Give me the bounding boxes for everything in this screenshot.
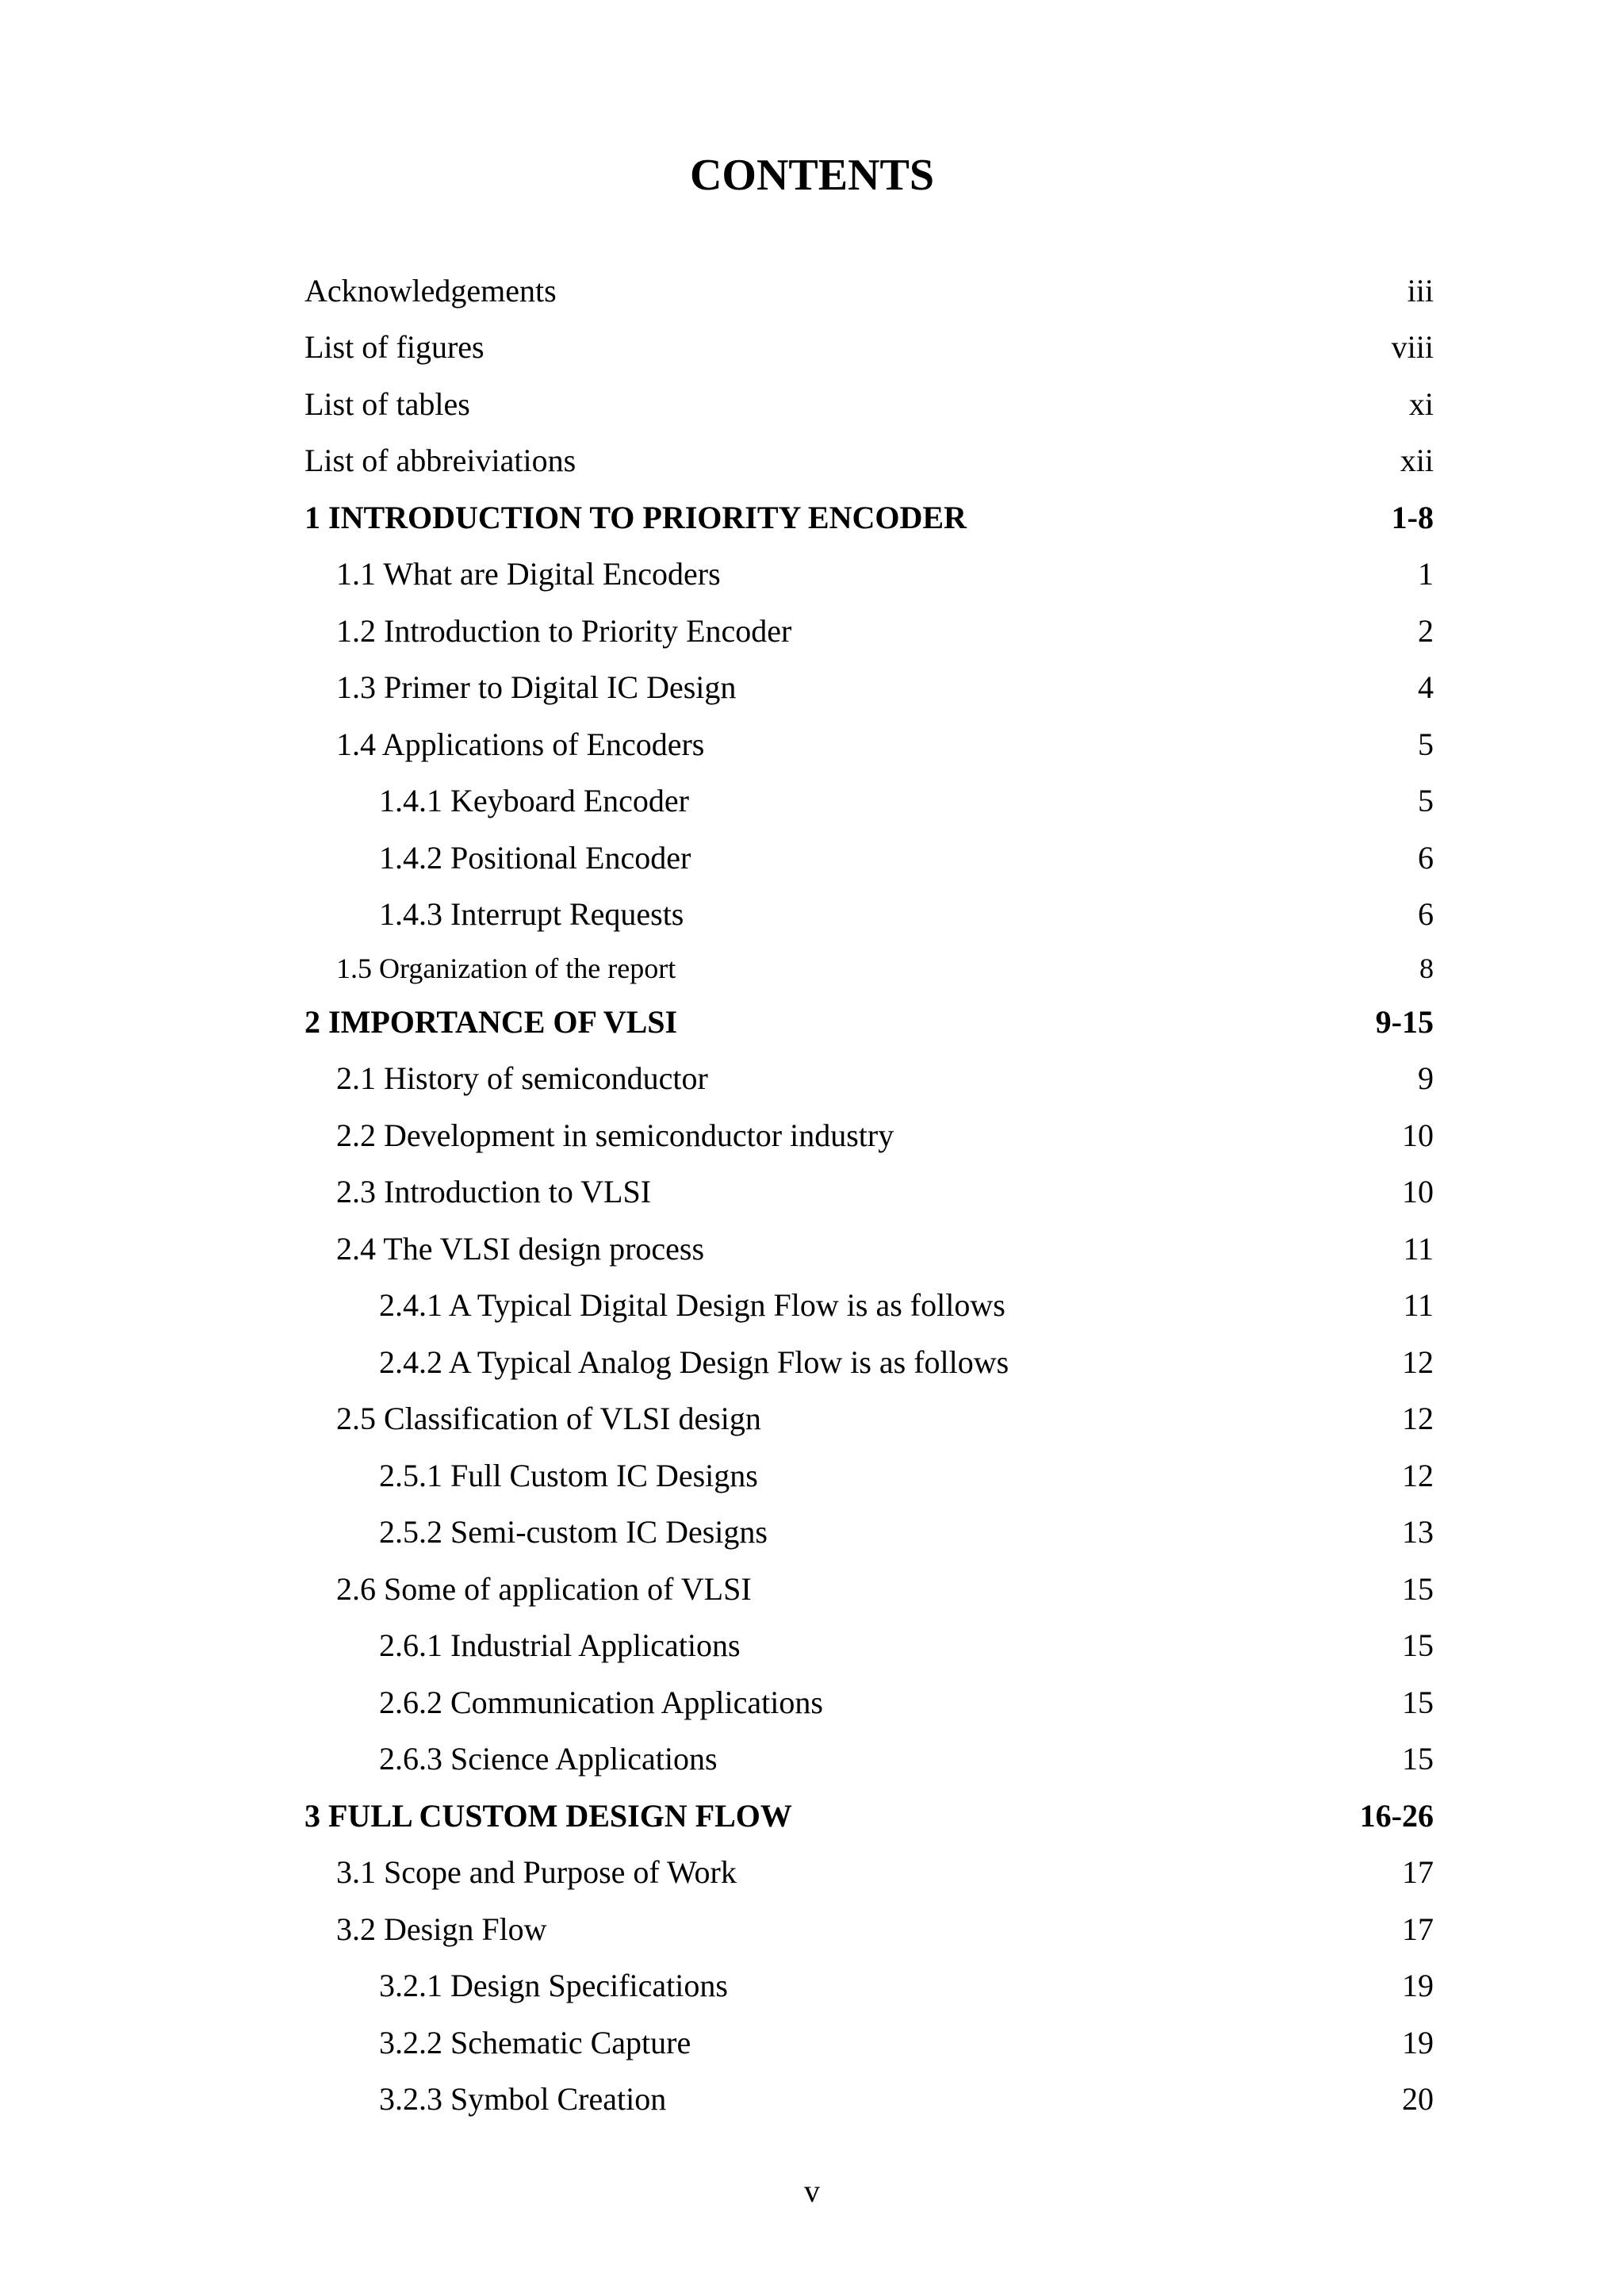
toc-entry — [304, 660, 1434, 717]
toc-entry — [304, 546, 1434, 604]
toc-entry-page: 19 — [1402, 1968, 1434, 2004]
toc-entry-label: List of figures — [304, 329, 485, 366]
toc-entry-page: 17 — [1402, 1854, 1434, 1891]
toc-entry-page: 19 — [1402, 2024, 1434, 2060]
toc-entry-page: 10 — [1402, 1174, 1434, 1210]
toc-entry-page: iii — [1407, 272, 1434, 309]
toc-entry-label: 2.4.1 A Typical Digital Design Flow is as follows — [379, 1287, 1005, 1324]
toc-entry — [304, 943, 1434, 994]
toc-entry — [304, 830, 1434, 887]
toc-entry-label: 2.6.2 Communication Applications — [379, 1684, 823, 1720]
toc-entry-page: 15 — [1402, 1684, 1434, 1720]
toc-entry-label: 3.2.1 Design Specifications — [379, 1968, 728, 2004]
toc-entry — [304, 1391, 1434, 1448]
toc-entry — [304, 716, 1434, 773]
toc-entry — [304, 773, 1434, 830]
toc-entry-label: 2.4 The VLSI design process — [336, 1230, 705, 1267]
toc-entry — [304, 1164, 1434, 1221]
toc-entry-page: 6 — [1418, 896, 1434, 933]
toc-entry-page: xi — [1408, 385, 1434, 422]
toc-entry-page: 8 — [1419, 953, 1434, 984]
toc-entry-label: 3.2.2 Schematic Capture — [379, 2024, 691, 2060]
toc-entry-label: 2.5 Classification of VLSI design — [336, 1401, 761, 1437]
toc-entry — [304, 1221, 1434, 1278]
toc-entry-label: 1 INTRODUCTION TO PRIORITY ENCODER — [304, 499, 967, 535]
toc-entry-page: 15 — [1402, 1741, 1434, 1777]
toc-entry-label: 2.5.2 Semi-custom IC Designs — [379, 1514, 768, 1550]
toc-entry-label: 3.1 Scope and Purpose of Work — [336, 1854, 737, 1891]
toc-entry-page: 9 — [1418, 1060, 1434, 1097]
toc-entry-label: 1.2 Introduction to Priority Encoder — [336, 612, 792, 649]
toc-entry-page: 1 — [1418, 556, 1434, 592]
toc-entry-label: 2.1 History of semiconductor — [336, 1060, 708, 1097]
toc-entry — [304, 603, 1434, 660]
toc-chapter-entry — [304, 1788, 1434, 1845]
toc-entry-page: 12 — [1402, 1457, 1434, 1493]
toc-entry — [304, 376, 1434, 433]
toc-entry-page: 15 — [1402, 1627, 1434, 1664]
toc-entry-page: 12 — [1402, 1401, 1434, 1437]
toc-entry-label: 3.2.3 Symbol Creation — [379, 2081, 667, 2118]
toc-entry-page: 9-15 — [1375, 1003, 1434, 1040]
toc-entry-label: 2 IMPORTANCE OF VLSI — [304, 1003, 678, 1040]
toc-entry — [304, 320, 1434, 377]
toc-entry-label: 2.4.2 A Typical Analog Design Flow is as follows — [379, 1343, 1009, 1380]
toc-entry-label: Acknowledgements — [304, 272, 557, 309]
toc-entry-label: 2.6.3 Science Applications — [379, 1741, 718, 1777]
toc-entry-page: xii — [1400, 443, 1434, 479]
toc-entry — [304, 1674, 1434, 1731]
toc-entry-page: 11 — [1403, 1287, 1434, 1324]
toc-entry — [304, 1958, 1434, 2015]
toc-chapter-entry — [304, 994, 1434, 1051]
table-of-contents — [304, 263, 1434, 2128]
toc-entry-label: 1.4.1 Keyboard Encoder — [379, 783, 689, 819]
toc-entry — [304, 1618, 1434, 1675]
toc-entry — [304, 1731, 1434, 1788]
toc-entry-page: 6 — [1418, 839, 1434, 876]
toc-entry — [304, 1447, 1434, 1504]
toc-entry-page: 2 — [1418, 612, 1434, 649]
toc-entry-label: 2.3 Introduction to VLSI — [336, 1174, 652, 1210]
toc-entry-label: 1.1 What are Digital Encoders — [336, 556, 721, 592]
toc-entry-label: 2.6 Some of application of VLSI — [336, 1570, 752, 1607]
toc-entry-page: 15 — [1402, 1570, 1434, 1607]
toc-entry-label: 1.4.2 Positional Encoder — [379, 839, 691, 876]
toc-entry-page: 13 — [1402, 1514, 1434, 1550]
toc-entry-label: 1.4 Applications of Encoders — [336, 726, 705, 762]
toc-entry-page: 20 — [1402, 2081, 1434, 2118]
toc-entry — [304, 2014, 1434, 2072]
toc-entry — [304, 1107, 1434, 1164]
toc-entry-label: 1.3 Primer to Digital IC Design — [336, 669, 737, 706]
toc-entry — [304, 263, 1434, 320]
toc-entry-page: 5 — [1418, 783, 1434, 819]
page-title: CONTENTS — [689, 151, 935, 200]
toc-entry-page: 5 — [1418, 726, 1434, 762]
toc-chapter-entry — [304, 489, 1434, 546]
toc-entry-label: 3.2 Design Flow — [336, 1911, 547, 1947]
toc-entry — [304, 1561, 1434, 1618]
toc-entry-label: List of tables — [304, 385, 470, 422]
toc-entry-label: 2.2 Development in semiconductor industry — [336, 1117, 894, 1153]
toc-entry — [304, 433, 1434, 490]
toc-entry-page: viii — [1391, 329, 1434, 366]
toc-entry-page: 16-26 — [1359, 1797, 1434, 1834]
toc-entry-page: 4 — [1418, 669, 1434, 706]
toc-entry — [304, 1334, 1434, 1391]
toc-entry — [304, 1504, 1434, 1562]
toc-entry — [304, 2072, 1434, 2129]
toc-entry-label: 2.6.1 Industrial Applications — [379, 1627, 741, 1664]
toc-entry-label: 1.5 Organization of the report — [336, 953, 676, 984]
toc-entry-page: 11 — [1403, 1230, 1434, 1267]
toc-entry — [304, 1901, 1434, 1958]
toc-entry-page: 10 — [1402, 1117, 1434, 1153]
toc-entry — [304, 1051, 1434, 1108]
toc-entry-label: 3 FULL CUSTOM DESIGN FLOW — [304, 1797, 792, 1834]
toc-entry — [304, 887, 1434, 944]
toc-entry — [304, 1278, 1434, 1335]
toc-entry-page: 12 — [1402, 1343, 1434, 1380]
toc-entry-label: 1.4.3 Interrupt Requests — [379, 896, 684, 933]
toc-entry-page: 1-8 — [1391, 499, 1434, 535]
toc-entry-label: List of abbreiviations — [304, 443, 576, 479]
toc-entry-label: 2.5.1 Full Custom IC Designs — [379, 1457, 758, 1493]
toc-entry — [304, 1845, 1434, 1902]
toc-entry-page: 17 — [1402, 1911, 1434, 1947]
page-number: v — [804, 2173, 820, 2209]
